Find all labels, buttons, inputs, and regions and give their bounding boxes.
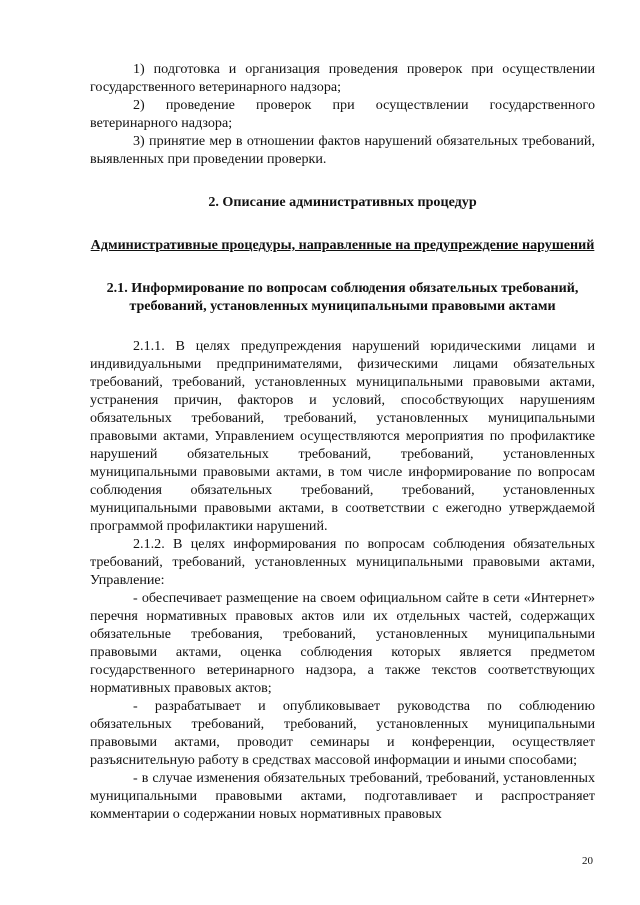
- subheading-2-1: 2.1. Информирование по вопросам соблюдения обязательных требований, требований, установленных муниципальными правовыми актами: [106, 280, 579, 314]
- document-body: [90, 60, 595, 823]
- intro-item-2: 2) проведение проверок при осуществлении государственного ветеринарного надзора;: [90, 97, 595, 131]
- subsection-heading: Административные процедуры, направленные на предупреждение нарушений: [90, 237, 595, 253]
- intro-item-3: 3) принятие мер в отношении фактов нарушений обязательных требований, выявленных при проведении проверки.: [90, 133, 595, 167]
- page-number: 20: [582, 855, 593, 867]
- intro-item-1: 1) подготовка и организация проведения проверок при осуществлении государственного ветеринарного надзора;: [90, 61, 595, 95]
- paragraph-2-1-2: 2.1.2. В целях информирования по вопросам соблюдения обязательных требований, требований, установленных муниципальными правовыми актами, Управление:: [90, 536, 595, 588]
- list-item-comments: - в случае изменения обязательных требований, требований, установленных муниципальными правовыми актами, подготавливает и распространяет комментарии о содержании новых нормативных правовых: [90, 770, 595, 822]
- list-item-site-publication: - обеспечивает размещение на своем официальном сайте в сети «Интернет» перечня нормативных правовых актов или их отдельных частей, содержащих обязательные требования, требований, установленных муниципальными правовыми актами, оценка соблюдения которых является предметом государственного ветеринарного надзора, а также текстов соответствующих нормативных правовых актов;: [90, 590, 595, 696]
- paragraph-2-1-1: 2.1.1. В целях предупреждения нарушений юридическими лицами и индивидуальными предпринимателями, физическими лицами обязательных требований, требований, установленных муниципальными правовыми актами, устранения причин, факторов и условий, способствующих нарушениям обязательных требований, требований, установленных муниципальными правовыми актами, Управлением осуществляются мероприятия по профилактике нарушений обязательных требований, требований, установленных муниципальными правовыми актами, в том числе информирование по вопросам соблюдения обязательных требований, требований, установленных муниципальными правовыми актами, в соответствии с ежегодно утверждаемой программой профилактики нарушений.: [90, 338, 595, 534]
- list-item-guidance: - разрабатывает и опубликовывает руководства по соблюдению обязательных требований, требований, установленных муниципальными правовыми актами, проводит семинары и конференции, осуществляет разъяснительную работу в средствах массовой информации и иными способами;: [90, 698, 595, 768]
- section-heading: 2. Описание административных процедур: [208, 194, 477, 210]
